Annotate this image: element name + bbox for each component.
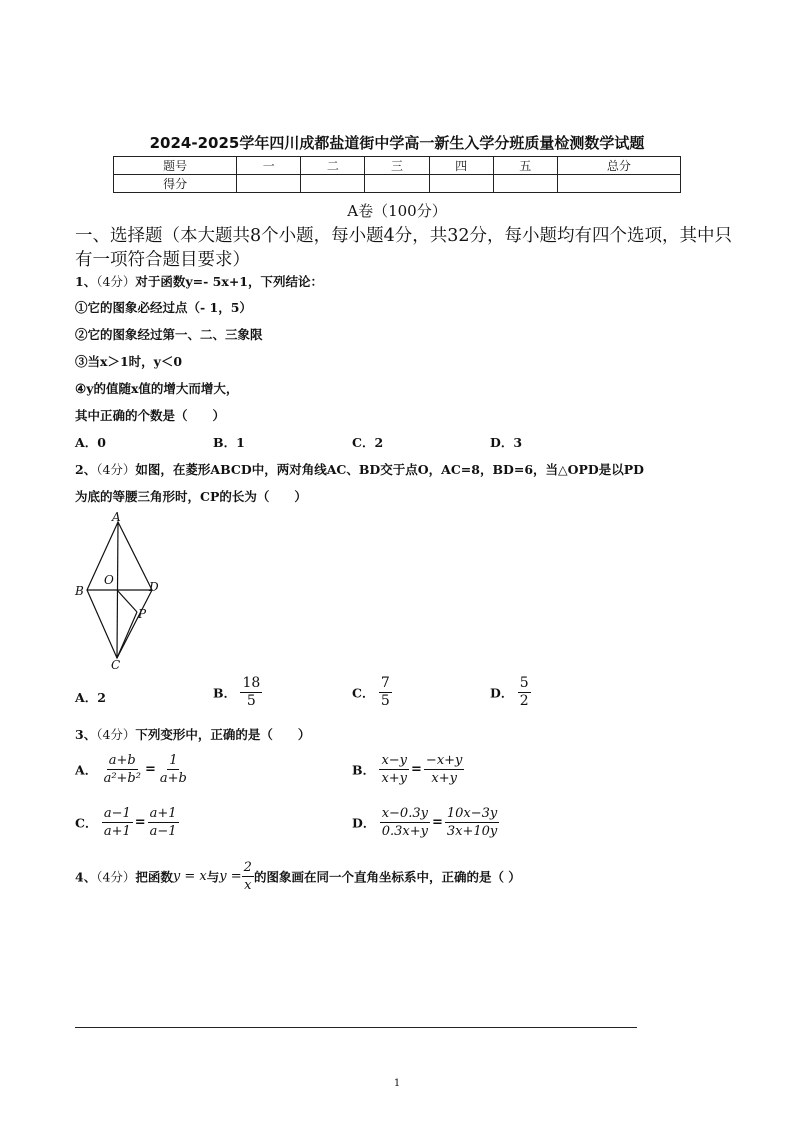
denominator: 3x+10y [446,824,498,839]
option-letter: A． [75,762,98,778]
label-o: O [104,573,114,587]
q2-option-a [75,688,106,706]
section-1-heading: 一、选择题（本大题共8个小题，每小题4分，共32分，每小题均有四个选项，其中只有一项符合题目要求） [75,226,733,270]
denominator: x [244,878,252,893]
q4-text-post: 的图象画在同一个直角坐标系中，正确的是（ ） [253,869,521,885]
option-letter: B． [352,762,376,778]
numerator: 18 [242,675,261,691]
numerator: x−0.3y [381,806,428,821]
numerator: a+1 [149,806,177,821]
option-letter: C． [352,435,375,450]
page-number: 1 [393,1078,401,1089]
q2-stem-text: 如图，在菱形ABCD中，两对角线AC、BD交于点O，AC=8，BD=6，当△OPD是以PD [135,462,645,477]
score-header-cell: 三 [365,157,429,175]
equals-sign: = [144,762,156,777]
option-letter: C． [352,685,375,701]
q4-text-pre: 把函数 [135,869,173,885]
segment-op [117,590,137,612]
q4-text-mid: 与 [206,869,220,885]
option-letter: D． [490,435,514,450]
q2-score: （4分） [96,462,136,477]
fraction [518,676,531,709]
equals-sign: = [134,815,146,830]
score-header-cell: 二 [301,157,365,175]
q3-option-d [352,806,499,839]
score-cell [365,175,429,193]
score-cell [557,175,680,193]
numerator: a−1 [103,806,131,821]
q1-item-3: ③当x＞1时，y＜0 [75,354,183,369]
fraction-right [148,806,179,839]
score-table-header-row [114,157,681,175]
numerator: 5 [519,675,529,691]
score-header-cell: 题号 [114,157,237,175]
q1-item-4: ④y的值随x值的增大而增大， [75,381,239,396]
q1-item-1: ①它的图象必经过点（- 1，5） [75,300,252,315]
denominator: a+1 [103,824,131,839]
score-cell [237,175,301,193]
q4-score: （4分） [96,869,136,885]
numerator: 10x−3y [446,806,498,821]
q3-option-c [75,806,179,839]
q1-score: （4分） [96,274,136,289]
q4-number: 4、 [75,869,97,885]
footnote-rule [75,1027,637,1028]
option-letter: B． [213,435,237,450]
score-table-score-row [114,175,681,193]
q3-score: （4分） [96,727,136,742]
fraction-left [380,806,430,839]
paper-a-heading: A卷（100分） [347,202,447,220]
label-a: A [112,510,121,524]
score-cell [301,175,365,193]
q4-function-2-lhs: y = [219,869,242,884]
option-text: 1 [236,435,245,450]
option-letter: D． [490,685,514,701]
q2-number: 2、 [75,462,97,477]
option-letter: C． [75,815,98,831]
denominator: x+y [431,771,457,786]
q1-option-b [213,433,245,451]
denominator: 5 [380,693,390,709]
fraction-left [379,753,409,786]
numerator: −x+y [425,753,463,768]
option-letter: B． [213,685,237,701]
q3-option-a [75,753,189,786]
score-cell [429,175,493,193]
q1-stem [75,272,323,290]
score-row-label: 得分 [114,175,237,193]
fraction-left [102,753,143,786]
numerator: x−y [381,753,408,768]
q1-option-c [352,433,383,451]
option-letter: A． [75,435,98,450]
q3-stem [75,725,310,743]
q2-stem-line-2: 为底的等腰三角形时，CP的长为（ ） [75,489,307,504]
numerator: 7 [380,675,390,691]
q2-option-d [490,676,531,709]
rhombus-figure [70,510,170,670]
numerator: 2 [243,860,252,875]
fraction [379,676,392,709]
label-d: D [149,580,159,594]
q1-item-2: ②它的图象经过第一、二、三象限 [75,327,263,342]
equals-sign: = [411,762,422,777]
option-text: 2 [374,435,384,450]
q1-option-a [75,433,106,451]
score-header-cell: 四 [429,157,493,175]
denominator: 5 [246,693,256,709]
denominator: a−1 [149,824,177,839]
exam-title: 2024-2025学年四川成都盐道街中学高一新生入学分班质量检测数学试题 [149,134,645,152]
score-table [113,156,681,193]
q1-option-d [490,433,522,451]
score-cell [493,175,557,193]
score-header-cell: 五 [493,157,557,175]
q1-stem-text: 对于函数y=- 5x+1，下列结论： [135,274,324,289]
q4-function-2-fraction [242,860,254,893]
label-p: P [138,607,147,621]
label-b: B [75,584,84,598]
score-header-cell: 一 [237,157,301,175]
q3-stem-text: 下列变形中，正确的是（ ） [135,727,311,742]
q4-stem [75,860,521,893]
denominator: a²+b² [103,771,141,786]
denominator: a+b [159,771,187,786]
fraction-right [158,753,189,786]
option-text: 3 [513,435,523,450]
denominator: x+y [381,771,408,786]
fraction-right [424,753,464,786]
q2-option-b [213,676,262,709]
option-letter: A． [75,690,98,705]
q2-stem-line-1 [75,460,644,478]
fraction [240,676,262,709]
score-header-cell: 总分 [557,157,680,175]
fraction-right [445,806,499,839]
fraction-left [102,806,133,839]
numerator: 1 [169,753,178,768]
q3-number: 3、 [75,727,97,742]
label-c: C [111,658,121,670]
denominator: 0.3x+y [381,824,428,839]
option-text: 2 [97,690,106,705]
option-text: 0 [97,435,106,450]
option-letter: D． [352,815,376,831]
q4-function-1: y = x [172,869,207,884]
q1-number: 1、 [75,274,97,289]
q2-option-c [352,676,392,709]
equals-sign: = [431,815,443,830]
q3-option-b [352,753,464,786]
segment-cp [117,612,137,658]
denominator: 2 [519,693,529,709]
q1-ask: 其中正确的个数是（ ） [75,408,226,423]
numerator: a+b [108,753,136,768]
